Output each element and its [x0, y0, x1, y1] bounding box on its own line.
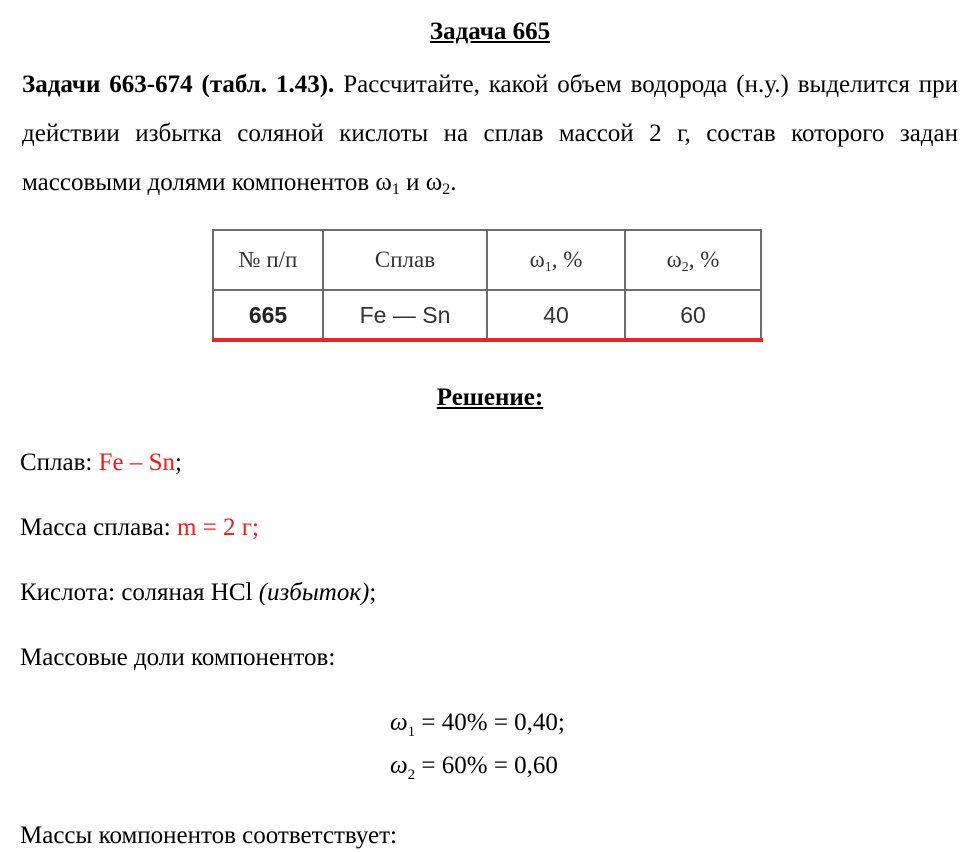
alloy-line [20, 447, 182, 479]
problem-end: . [450, 169, 457, 196]
header-omega1 [487, 230, 625, 290]
problem-title: Задача 665 [429, 18, 551, 45]
table-header-row [213, 230, 761, 290]
formula-omega2 [390, 750, 558, 782]
formula-omega1 [390, 707, 565, 739]
solution-title: Решение: [436, 384, 544, 411]
fractions-label: Массовые доли компонентов: [20, 644, 336, 671]
alloy-label: Сплав: [20, 449, 99, 476]
mass-label: Масса сплава: [20, 514, 177, 541]
header-omega1-sub: 1 [544, 260, 552, 275]
header-omega2-sym: ω [666, 247, 682, 272]
alloy-value: Fe – Sn [98, 449, 176, 476]
formula-omega2-symbol: ω [390, 752, 408, 779]
cell-omega2: 60 [625, 290, 761, 340]
problem-and: и ω [399, 169, 443, 196]
header-omega2 [625, 230, 761, 290]
mass-line [20, 512, 259, 544]
masses-label: Массы компонентов соответствует: [20, 822, 397, 849]
formula-omega2-expr: = 60% = 0,60 [415, 752, 558, 779]
formula-omega1-sub: 1 [407, 724, 416, 740]
alloy-end: ; [175, 449, 182, 476]
table-underline [212, 338, 763, 342]
header-omega2-sub: 2 [681, 260, 689, 275]
header-omega2-unit: , % [688, 247, 720, 272]
mass-value: m = 2 г; [176, 514, 259, 541]
problem-text: Рассчитайте, какой объем водорода (н.у.) выделится при действии избытка соляной кислоты на сплав массой 2 г, состав которого задан массовыми долями компонентов ω [22, 71, 959, 196]
cell-omega1: 40 [487, 290, 625, 340]
omega2-sub: 2 [442, 181, 451, 198]
cell-number: 665 [213, 290, 323, 340]
data-table [212, 229, 762, 341]
acid-note: (избыток) [258, 579, 370, 606]
table-row [213, 290, 761, 340]
header-alloy: Сплав [323, 230, 487, 290]
header-omega1-unit: , % [551, 247, 583, 272]
problem-statement [22, 60, 958, 207]
formula-omega2-sub: 2 [407, 767, 416, 783]
formula-omega1-expr: = 40% = 0,40; [415, 709, 565, 736]
acid-label: Кислота: соляная HCl [20, 579, 259, 606]
cell-alloy: Fe — Sn [323, 290, 487, 340]
header-omega1-sym: ω [529, 247, 545, 272]
acid-line [20, 577, 376, 609]
omega1-sub: 1 [391, 181, 400, 198]
acid-end: ; [369, 579, 377, 606]
formula-omega1-symbol: ω [390, 709, 408, 736]
problem-lead: Задачи 663-674 (табл. 1.43). [22, 71, 335, 98]
header-number: № п/п [213, 230, 323, 290]
